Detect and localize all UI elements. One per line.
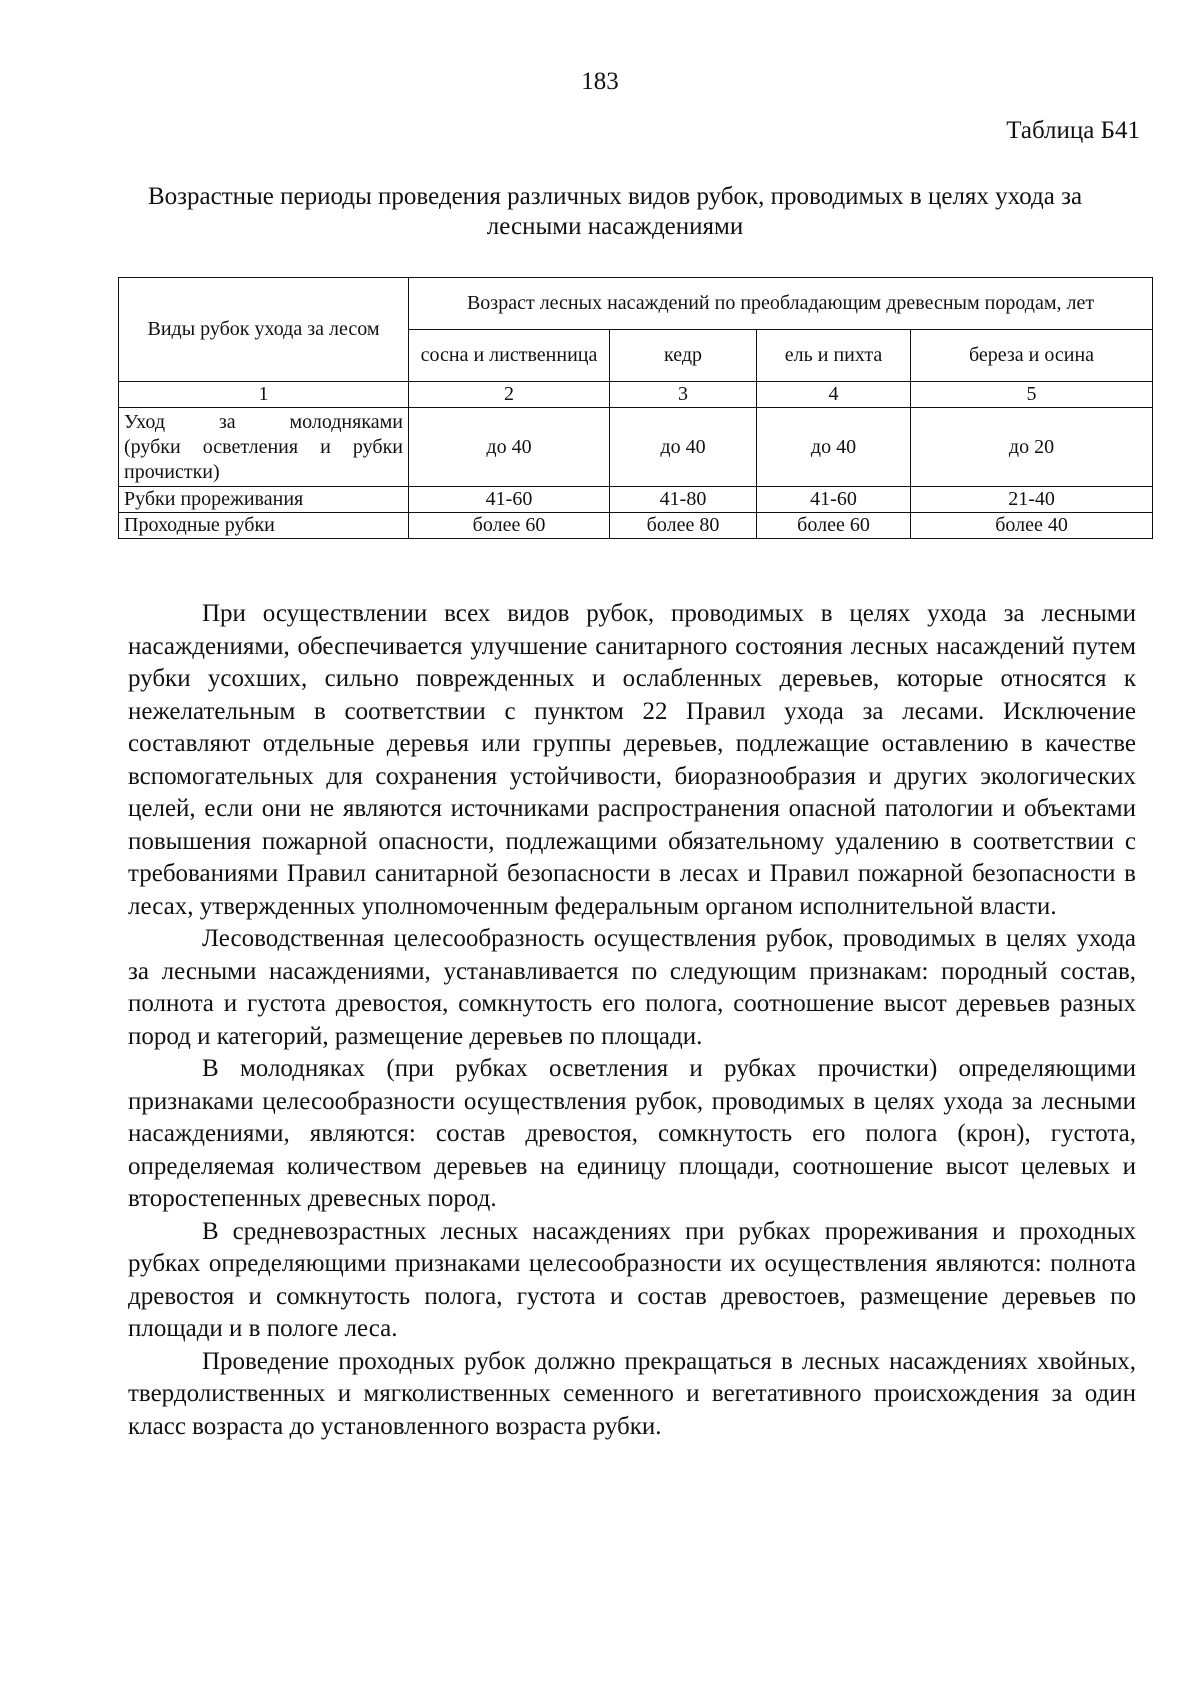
column-number: 5 <box>911 382 1153 408</box>
column-number: 2 <box>409 382 610 408</box>
body-text <box>128 598 1136 1443</box>
table-cell: 41-80 <box>610 487 757 513</box>
column-number: 1 <box>119 382 409 408</box>
table-cell: 21-40 <box>911 487 1153 513</box>
page-number: 183 <box>581 68 619 95</box>
table-row <box>119 408 1153 487</box>
age-periods-table <box>118 277 1153 539</box>
row-label-line: Уход за молодняками <box>124 410 403 433</box>
header-birch-aspen: береза и осина <box>911 330 1153 382</box>
table-cell: более 60 <box>757 513 911 539</box>
column-number: 4 <box>757 382 911 408</box>
table-cell: до 20 <box>911 408 1153 487</box>
table-cell: 41-60 <box>409 487 610 513</box>
row-label-passing-cuts: Проходные рубки <box>119 513 409 539</box>
paragraph: В средневозрастных лесных насаждениях при рубках прореживания и проходных рубках определяющими признаками целесообразности их осуществления являются: полнота древостоя и сомкнутость полога, густота и состав древостоев, размещение деревьев по площади и в пологе леса. <box>128 1217 1136 1342</box>
header-cedar: кедр <box>610 330 757 382</box>
table-cell: более 60 <box>409 513 610 539</box>
row-label-young-stands <box>119 408 409 487</box>
header-spruce-fir: ель и пихта <box>757 330 911 382</box>
table-cell: до 40 <box>409 408 610 487</box>
header-pine-larch: сосна и лиственница <box>409 330 610 382</box>
paragraph: Проведение проходных рубок должно прекращаться в лесных насаждениях хвойных, твердолиственных и мягколиственных семенного и вегетативного происхождения за один класс возраста до установленного возраста рубки. <box>128 1347 1136 1440</box>
row-label-line: (рубки осветления и рубки прочистки) <box>124 435 403 483</box>
table-cell: до 40 <box>757 408 911 487</box>
table-label: Таблица Б41 <box>1006 117 1140 144</box>
header-cut-types: Виды рубок ухода за лесом <box>119 278 409 382</box>
paragraph: При осуществлении всех видов рубок, проводимых в целях ухода за лесными насаждениями, обеспечивается улучшение санитарного состояния лесных насаждений путем рубки усохших, сильно поврежденных и ослабленных деревьев, которые относятся к нежелательным в соответствии с пунктом 22 Правил ухода за лесами. Исключение составляют отдельные деревья или группы деревьев, подлежащие оставлению в качестве вспомогательных для сохранения устойчивости, биоразнообразия и других экологических целей, если они не являются источниками распространения опасной патологии и объектами повышения пожарной опасности, подлежащими обязательному удалению в соответствии с требованиями Правил санитарной безопасности в лесах и Правил пожарной безопасности в лесах, утвержденных уполномоченным федеральным органом исполнительной власти. <box>128 600 1136 920</box>
table-row <box>119 487 1153 513</box>
paragraph: В молодняках (при рубках осветления и рубках прочистки) определяющими признаками целесообразности осуществления рубок, проводимых в целях ухода за лесными насаждениями, являются: состав древостоя, сомкнутость его полога (крон), густота, определяемая количеством деревьев на единицу площади, соотношение высот целевых и второстепенных древесных пород. <box>128 1055 1136 1212</box>
table-title: Возрастные периоды проведения различных видов рубок, проводимых в целях ухода за лесными насаждениями <box>147 183 1083 240</box>
table-row <box>119 513 1153 539</box>
column-number: 3 <box>610 382 757 408</box>
header-age-group: Возраст лесных насаждений по преобладающим древесным породам, лет <box>409 278 1153 330</box>
table-cell: более 40 <box>911 513 1153 539</box>
row-label-thinning: Рубки прореживания <box>119 487 409 513</box>
table-cell: более 80 <box>610 513 757 539</box>
table-cell: до 40 <box>610 408 757 487</box>
paragraph: Лесоводственная целесообразность осуществления рубок, проводимых в целях ухода за лесными насаждениями, устанавливается по следующим признакам: породный состав, полнота и густота древостоя, сомкнутость его полога, соотношение высот деревьев разных пород и категорий, размещение деревьев по площади. <box>128 925 1136 1050</box>
table-cell: 41-60 <box>757 487 911 513</box>
